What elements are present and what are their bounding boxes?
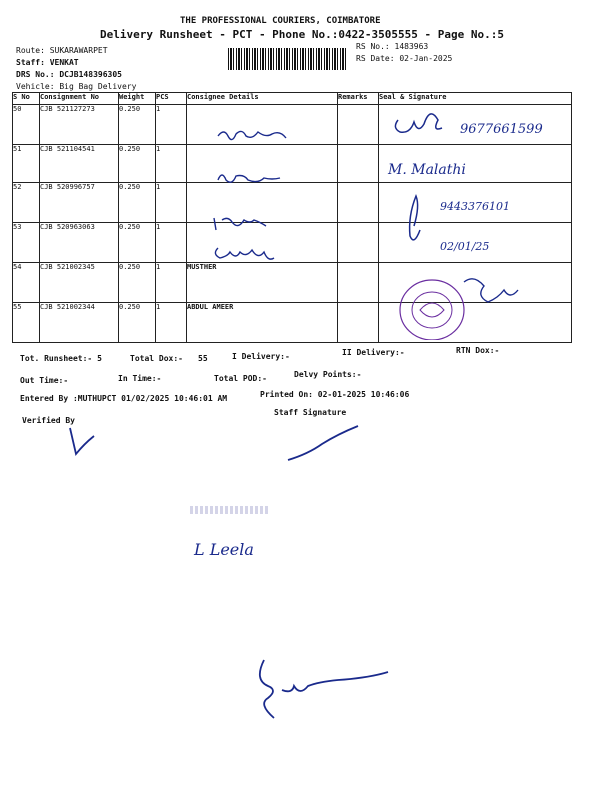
row-sno: 51 xyxy=(13,145,40,183)
route-label: Route: SUKARAWARPET xyxy=(16,46,108,55)
row-pcs: 1 xyxy=(156,105,187,145)
col-consignee: Consignee Details xyxy=(187,93,338,105)
row-consignment: CJB 521002344 xyxy=(40,303,119,343)
ii-delivery: II Delivery:- xyxy=(342,348,405,357)
row-sno: 52 xyxy=(13,183,40,223)
col-consignment: Consignment No xyxy=(40,93,119,105)
runsheet-title: Delivery Runsheet - PCT - Phone No.:0422-3505555 - Page No.:5 xyxy=(100,28,504,41)
stamp-outer-ring xyxy=(400,280,464,340)
row-consignment: CJB 521104541 xyxy=(40,145,119,183)
sig-name: M. Malathi xyxy=(388,162,466,178)
tot-runsheet: Tot. Runsheet:- 5 xyxy=(20,354,102,363)
verified-by: Verified By xyxy=(22,416,75,425)
page-mark-signature: L Leela xyxy=(194,540,254,559)
large-signature xyxy=(246,640,396,720)
row-pcs: 1 xyxy=(156,223,187,263)
entered-by: Entered By :MUTHUPCT 01/02/2025 10:46:01 AM xyxy=(20,394,228,403)
staff-signature-label: Staff Signature xyxy=(274,408,347,417)
drs-label: DRS No.: DCJB148396305 xyxy=(16,70,122,79)
row-consignment: CJB 520963063 xyxy=(40,223,119,263)
sig-phone: 9677661599 xyxy=(460,122,543,137)
row-pcs: 1 xyxy=(156,145,187,183)
col-sno: S No xyxy=(13,93,40,105)
row-consignment: CJB 521002345 xyxy=(40,263,119,303)
i-delivery: I Delivery:- xyxy=(232,352,290,361)
total-dox-value: 55 xyxy=(198,354,208,363)
row-sno: 54 xyxy=(13,263,40,303)
out-time: Out Time:- xyxy=(20,376,69,385)
row-sno: 50 xyxy=(13,105,40,145)
row-weight: 0.250 xyxy=(119,263,156,303)
handwritten-consignee-names xyxy=(200,120,380,280)
row-sno: 53 xyxy=(13,223,40,263)
total-pod: Total POD:- xyxy=(214,374,267,383)
delvy-points: Delvy Points:- xyxy=(294,370,362,379)
total-dox-label: Total Dox:- xyxy=(130,354,183,363)
row-remarks xyxy=(338,303,379,343)
vehicle-label: Vehicle: Big Bag Delivery xyxy=(16,82,137,91)
stamp-inner-ring xyxy=(412,292,452,328)
staff-signature xyxy=(284,424,364,466)
col-remarks: Remarks xyxy=(338,93,379,105)
rtn-dox: RTN Dox:- xyxy=(456,346,500,355)
row-pcs: 1 xyxy=(156,303,187,343)
rs-date: RS Date: 02-Jan-2025 xyxy=(356,54,453,63)
row-consignee: MUSTHER xyxy=(187,263,338,303)
barcode xyxy=(228,48,348,70)
col-pcs: PCS xyxy=(156,93,187,105)
verified-signature xyxy=(60,424,100,460)
row-consignment: CJB 520996757 xyxy=(40,183,119,223)
row-weight: 0.250 xyxy=(119,145,156,183)
row-pcs: 1 xyxy=(156,263,187,303)
col-seal: Seal & Signature xyxy=(379,93,572,105)
staff-label: Staff: VENKAT xyxy=(16,58,79,67)
rs-number: RS No.: 1483963 xyxy=(356,42,429,51)
row-sno: 55 xyxy=(13,303,40,343)
row-consignee: ABDUL AMEER xyxy=(187,303,338,343)
printed-on: Printed On: 02-01-2025 10:46:06 xyxy=(260,390,410,399)
sig-date: 02/01/25 xyxy=(440,240,490,253)
row-weight: 0.250 xyxy=(119,303,156,343)
row-weight: 0.250 xyxy=(119,223,156,263)
company-name: THE PROFESSIONAL COURIERS, COIMBATORE xyxy=(180,16,381,26)
row-weight: 0.250 xyxy=(119,105,156,145)
col-weight: Weight xyxy=(119,93,156,105)
row-pcs: 1 xyxy=(156,183,187,223)
in-time: In Time:- xyxy=(118,374,162,383)
row-weight: 0.250 xyxy=(119,183,156,223)
sig-phone-2: 9443376101 xyxy=(440,200,510,213)
faint-stamp xyxy=(190,506,270,514)
row-consignment: CJB 521127273 xyxy=(40,105,119,145)
